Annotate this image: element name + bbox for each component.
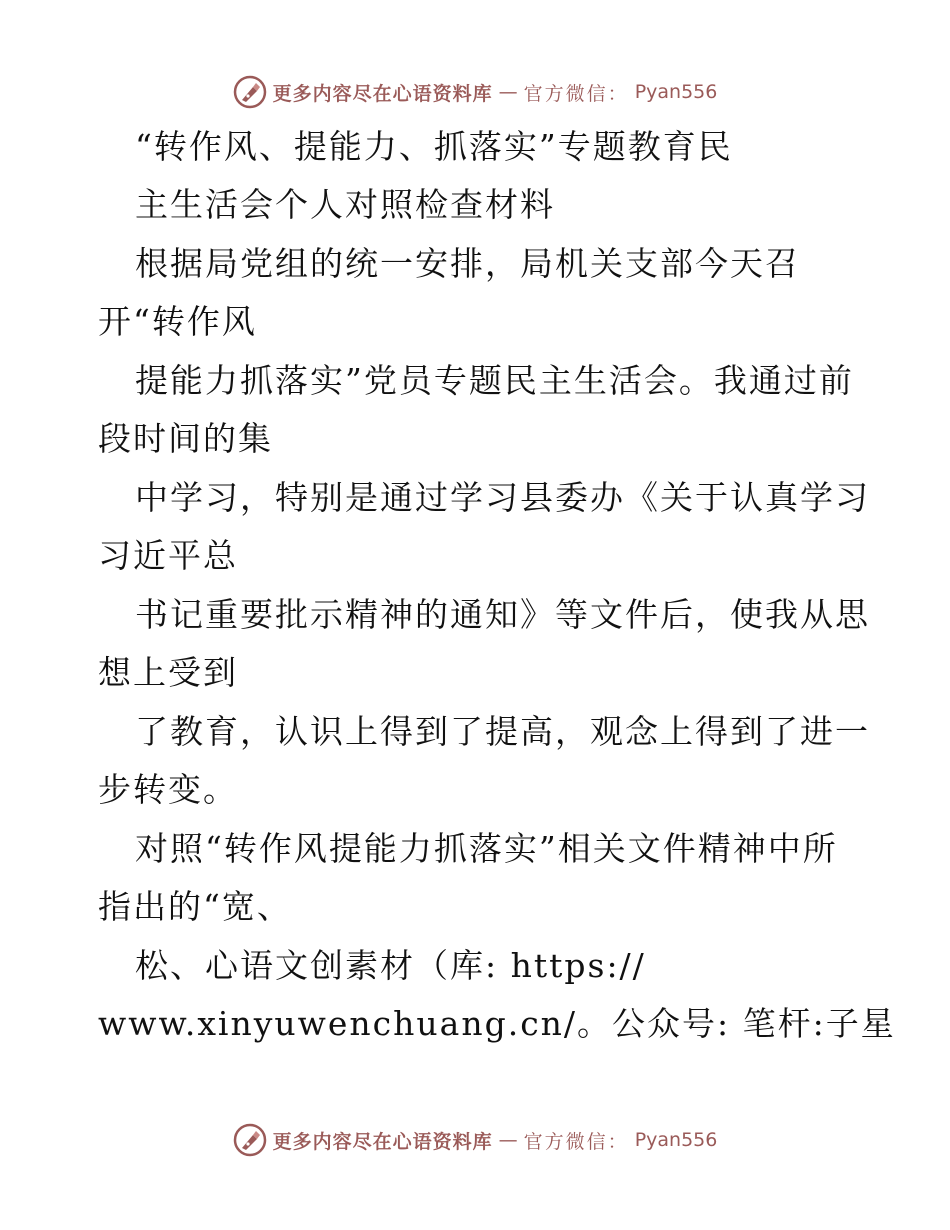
- doc-line: 段时间的集: [98, 419, 273, 458]
- doc-line: 松、心语文创素材（库: https://: [135, 946, 646, 985]
- banner-wechat-id: Pyan556: [634, 81, 718, 103]
- doc-title-line-2: 主生活会个人对照检查材料: [135, 185, 555, 224]
- doc-line: www.xinyuwenchuang.cn/。公众号: 笔杆:子星: [98, 1004, 896, 1043]
- doc-line: 开“转作风: [98, 302, 257, 341]
- doc-line: 了教育，认识上得到了提高，观念上得到了进一: [135, 712, 870, 751]
- pen-nib-logo-icon: [233, 75, 267, 109]
- doc-line: 对照“转作风提能力抓落实”相关文件精神中所: [135, 829, 838, 868]
- doc-line: 指出的“宽、: [98, 887, 292, 926]
- pen-nib-logo-icon: [233, 1123, 267, 1157]
- header-banner: [0, 72, 950, 112]
- doc-line: 书记重要批示精神的通知》等文件后，使我从思: [135, 595, 870, 634]
- footer-banner: [0, 1120, 950, 1160]
- banner-text: 更多内容尽在心语资料库: [272, 82, 493, 105]
- doc-line: 步转变。: [98, 770, 238, 809]
- banner-separator: —: [498, 81, 518, 103]
- banner-wechat-label: 官方微信：: [523, 82, 629, 105]
- doc-title-line-1: “转作风、提能力、抓落实”专题教育民: [135, 127, 733, 166]
- banner-wechat-label: 官方微信：: [523, 1130, 629, 1153]
- doc-line: 习近平总: [98, 536, 238, 575]
- banner-wechat-id: Pyan556: [634, 1129, 718, 1151]
- doc-line: 想上受到: [98, 653, 238, 692]
- doc-line: 中学习，特别是通过学习县委办《关于认真学习: [135, 478, 870, 517]
- banner-separator: —: [498, 1129, 518, 1151]
- doc-line: 根据局党组的统一安排，局机关支部今天召: [135, 244, 800, 283]
- doc-line: 提能力抓落实”党员专题民主生活会。我通过前: [135, 361, 854, 400]
- banner-text: 更多内容尽在心语资料库: [272, 1130, 493, 1153]
